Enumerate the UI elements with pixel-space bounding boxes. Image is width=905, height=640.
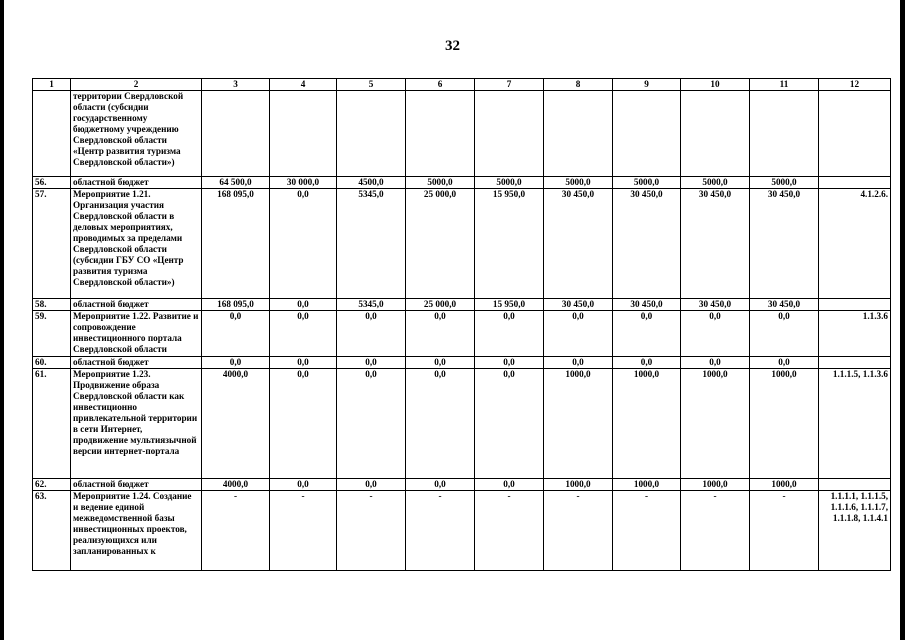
row-value: [475, 91, 544, 177]
table-row: [33, 299, 891, 311]
page-number: 32: [445, 38, 460, 54]
row-value: 168 095,0: [202, 299, 270, 311]
row-value: 0,0: [750, 311, 819, 357]
row-value: 5000,0: [475, 177, 544, 189]
row-value: 0,0: [475, 311, 544, 357]
column-header: 6: [406, 79, 475, 91]
row-value: 0,0: [337, 357, 406, 369]
row-description: Мероприятие 1.22. Развитие и сопровождение инвестиционного портала Свердловской области: [71, 311, 202, 357]
row-value: 0,0: [337, 311, 406, 357]
row-value: 0,0: [337, 369, 406, 479]
row-value: 4500,0: [337, 177, 406, 189]
row-value: 0,0: [406, 311, 475, 357]
table-row: [33, 357, 891, 369]
row-value: 30 450,0: [750, 299, 819, 311]
row-value: [406, 91, 475, 177]
row-value: 0,0: [475, 357, 544, 369]
row-value: 1000,0: [544, 479, 613, 491]
row-value: 5000,0: [750, 177, 819, 189]
row-value: -: [202, 491, 270, 571]
row-value: 30 450,0: [681, 189, 750, 299]
row-value: 0,0: [406, 369, 475, 479]
row-value: 0,0: [270, 357, 337, 369]
row-value: 4000,0: [202, 479, 270, 491]
row-target-code: [819, 479, 891, 491]
row-description: Мероприятие 1.24. Создание и ведение единой межведомственной базы инвестиционных проектов, реализующихся или запланированных к: [71, 491, 202, 571]
row-number: [33, 91, 71, 177]
row-value: 0,0: [406, 357, 475, 369]
row-value: 15 950,0: [475, 189, 544, 299]
row-value: 64 500,0: [202, 177, 270, 189]
row-value: 1000,0: [613, 479, 681, 491]
row-value: -: [681, 491, 750, 571]
row-description: Мероприятие 1.23. Продвижение образа Свердловской области как инвестиционно привлекательной территории в сети Интернет, продвижение мультиязычной версии интернет-портала: [71, 369, 202, 479]
row-value: 0,0: [406, 479, 475, 491]
row-number: 58.: [33, 299, 71, 311]
column-header: 4: [270, 79, 337, 91]
column-header: 1: [33, 79, 71, 91]
row-description: областной бюджет: [71, 299, 202, 311]
table-row: [33, 311, 891, 357]
row-value: 0,0: [681, 311, 750, 357]
row-number: 63.: [33, 491, 71, 571]
row-target-code: [819, 177, 891, 189]
row-value: 25 000,0: [406, 189, 475, 299]
row-value: 0,0: [270, 479, 337, 491]
row-description: областной бюджет: [71, 357, 202, 369]
row-value: 0,0: [270, 299, 337, 311]
row-value: -: [270, 491, 337, 571]
row-value: 0,0: [202, 311, 270, 357]
row-value: 0,0: [475, 479, 544, 491]
table-row: [33, 479, 891, 491]
row-target-code: [819, 91, 891, 177]
row-value: 30 000,0: [270, 177, 337, 189]
row-description: областной бюджет: [71, 177, 202, 189]
row-value: -: [406, 491, 475, 571]
row-target-code: 4.1.2.6.: [819, 189, 891, 299]
row-value: 5345,0: [337, 189, 406, 299]
row-value: 30 450,0: [681, 299, 750, 311]
row-value: 0,0: [202, 357, 270, 369]
column-header: 9: [613, 79, 681, 91]
row-value: [202, 91, 270, 177]
row-value: 0,0: [544, 357, 613, 369]
table-row: [33, 369, 891, 479]
row-value: 25 000,0: [406, 299, 475, 311]
row-value: 4000,0: [202, 369, 270, 479]
row-value: -: [544, 491, 613, 571]
row-value: -: [337, 491, 406, 571]
scan-edge-right: [900, 0, 905, 640]
row-number: 62.: [33, 479, 71, 491]
row-value: 5000,0: [544, 177, 613, 189]
row-value: -: [475, 491, 544, 571]
row-value: [681, 91, 750, 177]
row-number: 57.: [33, 189, 71, 299]
column-header: 5: [337, 79, 406, 91]
column-header: 2: [71, 79, 202, 91]
row-value: 0,0: [270, 189, 337, 299]
row-value: [337, 91, 406, 177]
row-value: 30 450,0: [544, 189, 613, 299]
row-value: 0,0: [613, 357, 681, 369]
row-number: 59.: [33, 311, 71, 357]
row-target-code: 1.1.3.6: [819, 311, 891, 357]
row-value: 0,0: [750, 357, 819, 369]
row-number: 60.: [33, 357, 71, 369]
budget-table: [32, 78, 891, 571]
column-header: 10: [681, 79, 750, 91]
row-target-code: [819, 299, 891, 311]
row-value: 0,0: [337, 479, 406, 491]
row-value: 5000,0: [681, 177, 750, 189]
row-description: областной бюджет: [71, 479, 202, 491]
row-value: 0,0: [613, 311, 681, 357]
table-row: [33, 189, 891, 299]
row-value: 0,0: [270, 369, 337, 479]
row-value: 1000,0: [750, 479, 819, 491]
table-row: [33, 491, 891, 571]
scan-edge-left: [0, 0, 4, 640]
row-value: 1000,0: [613, 369, 681, 479]
row-value: 0,0: [681, 357, 750, 369]
row-value: 5000,0: [406, 177, 475, 189]
row-number: 61.: [33, 369, 71, 479]
row-value: 30 450,0: [750, 189, 819, 299]
column-header: 11: [750, 79, 819, 91]
row-value: 1000,0: [681, 479, 750, 491]
row-value: 1000,0: [750, 369, 819, 479]
table-row: [33, 91, 891, 177]
row-target-code: 1.1.1.5, 1.1.3.6: [819, 369, 891, 479]
row-value: 0,0: [544, 311, 613, 357]
row-value: 30 450,0: [613, 299, 681, 311]
row-value: 15 950,0: [475, 299, 544, 311]
row-value: [544, 91, 613, 177]
row-value: 5000,0: [613, 177, 681, 189]
row-value: 0,0: [475, 369, 544, 479]
row-value: 30 450,0: [613, 189, 681, 299]
table-body: [33, 91, 891, 571]
row-value: [750, 91, 819, 177]
column-header: 8: [544, 79, 613, 91]
row-value: 1000,0: [681, 369, 750, 479]
row-value: [270, 91, 337, 177]
row-value: -: [750, 491, 819, 571]
column-header: 3: [202, 79, 270, 91]
row-description: территории Свердловской области (субсидии государственному бюджетному учреждению Свердловской области «Центр развития туризма Свердловской области»): [71, 91, 202, 177]
row-value: 30 450,0: [544, 299, 613, 311]
row-value: 1000,0: [544, 369, 613, 479]
row-target-code: 1.1.1.1, 1.1.1.5, 1.1.1.6, 1.1.1.7, 1.1.1.8, 1.1.4.1: [819, 491, 891, 571]
column-header: 7: [475, 79, 544, 91]
row-value: 0,0: [270, 311, 337, 357]
row-value: -: [613, 491, 681, 571]
row-value: [613, 91, 681, 177]
column-number-row: [33, 79, 891, 91]
row-description: Мероприятие 1.21. Организация участия Свердловской области в деловых мероприятиях, проводимых за пределами Свердловской области (субсидии ГБУ СО «Центр развития туризма Свердловской области»): [71, 189, 202, 299]
column-header: 12: [819, 79, 891, 91]
row-value: 168 095,0: [202, 189, 270, 299]
table-row: [33, 177, 891, 189]
row-target-code: [819, 357, 891, 369]
row-number: 56.: [33, 177, 71, 189]
row-value: 5345,0: [337, 299, 406, 311]
